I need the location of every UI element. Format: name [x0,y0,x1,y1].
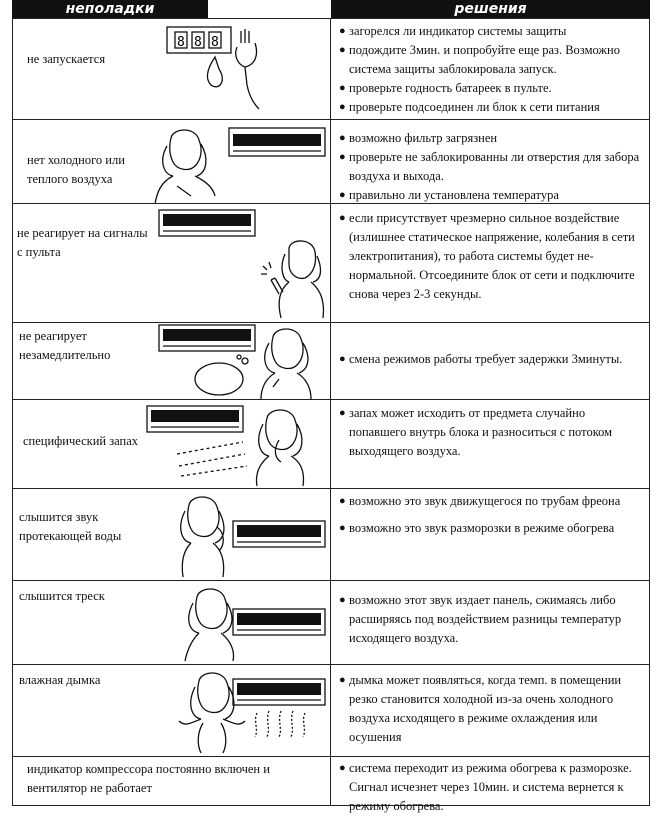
problem-text [23,432,138,451]
solution-cell [331,323,650,400]
problem-line: слышится треск [19,589,105,603]
troubleshooting-table [12,18,650,813]
table-row [12,488,650,581]
thought-bubble-illustration [193,351,253,397]
solution-cell [331,19,650,120]
solution-item [339,404,643,461]
solution-item [339,759,643,816]
problem-cell [12,323,331,400]
problem-cell [12,489,331,581]
solution-text: проверьте подсоединен ли блок к сети питания [349,100,600,114]
solution-item [339,129,643,148]
bullet-icon: ● [339,522,346,534]
problem-line: индикатор компрессора постоянно включен и [27,762,270,776]
problem-text [27,50,105,69]
solution-item [339,41,643,79]
woman-listening-illustration [181,585,241,661]
bullet-icon: ● [339,189,346,201]
solution-cell [331,400,650,489]
problem-cell [12,665,331,757]
air-conditioner-illustration [233,609,325,639]
solution-text: правильно ли установлена температура [349,188,559,202]
bullet-icon: ● [339,407,346,419]
header-problems: неполадки [12,0,208,18]
solution-item [339,492,643,511]
problem-line: нет холодного или [27,153,125,167]
air-conditioner-illustration [229,128,325,160]
solution-item [339,209,643,304]
bullet-icon: ● [339,762,346,774]
airflow-lines-illustration [173,438,253,478]
air-conditioner-illustration [233,679,325,709]
problem-cell [12,400,331,489]
solution-item [339,79,643,98]
problem-text [19,508,121,546]
problem-line: специфический запах [23,434,139,448]
bullet-icon: ● [339,25,346,37]
solution-text: загорелся ли индикатор системы защиты [349,24,567,38]
table-row [12,322,650,400]
solution-text: если присутствует чрезмерно сильное воздействие (излишнее статическое напряжение, колебания в сети электропитания), то работа системы будет не-нормальной. Отсоедините блок от сети и подключите снова через 2-3 секунды. [349,211,635,301]
problem-text [19,671,100,690]
woman-covering-nose-illustration [245,406,319,486]
problem-cell [12,204,331,323]
solution-text: проверьте не заблокированны ли отверстия для забора воздуха и выхода. [349,150,640,183]
solution-item [339,148,643,186]
bullet-icon: ● [339,353,346,365]
air-conditioner-illustration [159,210,255,240]
solution-item [339,671,643,747]
solution-cell [331,757,650,813]
problem-line: теплого воздуха [27,172,113,186]
solution-text: запах может исходить от предмета случайно попавшего внутрь блока и разноситься с потоком выходящего воздуха. [349,406,613,458]
bullet-icon: ● [339,594,346,606]
problem-line: с пульта [17,245,61,259]
air-conditioner-illustration [147,406,243,436]
problem-text [27,151,125,189]
bullet-icon: ● [339,151,346,163]
solution-cell [331,120,650,204]
solution-text: возможно это звук движущегося по трубам фреона [349,494,621,508]
problem-cell [12,19,331,120]
column-divider [330,18,331,805]
solution-cell [331,489,650,581]
solution-text: подождите 3мин. и попробуйте еще раз. Возможно система защиты заблокировала запуск. [349,43,620,76]
problem-line: не реагирует на сигналы [17,226,148,240]
bullet-icon: ● [339,101,346,113]
solution-cell [331,204,650,323]
solution-item [339,350,643,369]
problem-cell [12,757,331,805]
mist-illustration [251,709,317,739]
solution-text: система переходит из режима обогрева к разморозке. Сигнал исчезнет через 10мин. и система вернется к режиму обогрева. [349,761,632,813]
bullet-icon: ● [339,132,346,144]
problem-cell [12,581,331,665]
solution-item [339,519,643,538]
problem-text [19,327,110,365]
solution-item [339,591,643,648]
problem-cell [12,120,331,204]
woman-listening-illustration [169,493,239,577]
air-conditioner-illustration [233,521,325,551]
problem-line: протекающей воды [19,529,122,543]
solution-item [339,98,643,117]
solution-cell [331,665,650,757]
woman-illustration [151,126,221,204]
woman-with-remote-illustration [259,236,329,320]
display-digit: 8 [177,35,185,50]
solution-text: смена режимов работы требует задержки 3минуты. [349,352,623,366]
problem-line: слышится звук [19,510,99,524]
problem-line: не реагирует [19,329,87,343]
table-row [12,756,650,813]
table-row [12,119,650,204]
display-indicator-illustration [167,25,277,115]
solution-text: дымка может появляться, когда темп. в помещении резко становится холодной из-за очень холодного воздуха исходящего в режиме охлаждения или осушения [349,673,622,744]
bullet-icon: ● [339,674,346,686]
problem-line: вентилятор не работает [27,781,152,795]
table-row [12,203,650,323]
table-row [12,399,650,489]
solution-cell [331,581,650,665]
bullet-icon: ● [339,495,346,507]
header-solutions: решения [331,0,650,18]
display-digit: 8 [211,35,219,50]
solution-item [339,22,643,41]
display-digit: 8 [194,35,202,50]
woman-illustration [253,325,323,399]
solution-text: возможно это звук разморозки в режиме обогрева [349,521,615,535]
bullet-icon: ● [339,212,346,224]
table-row [12,580,650,665]
solution-text: возможно этот звук издает панель, сжимаясь либо расширяясь под воздействием разницы температур исходящего воздуха. [349,593,622,645]
problem-line: не запускается [27,52,106,66]
bullet-icon: ● [339,44,346,56]
problem-text [17,224,148,262]
bullet-icon: ● [339,82,346,94]
problem-text [19,587,105,606]
problem-line: незамедлительно [19,348,111,362]
solution-text: проверьте годность батареек в пульте. [349,81,552,95]
table-row [12,664,650,757]
problem-text [27,760,270,798]
solution-text: возможно фильтр загрязнен [349,131,498,145]
table-row [12,18,650,120]
problem-line: влажная дымка [19,673,101,687]
